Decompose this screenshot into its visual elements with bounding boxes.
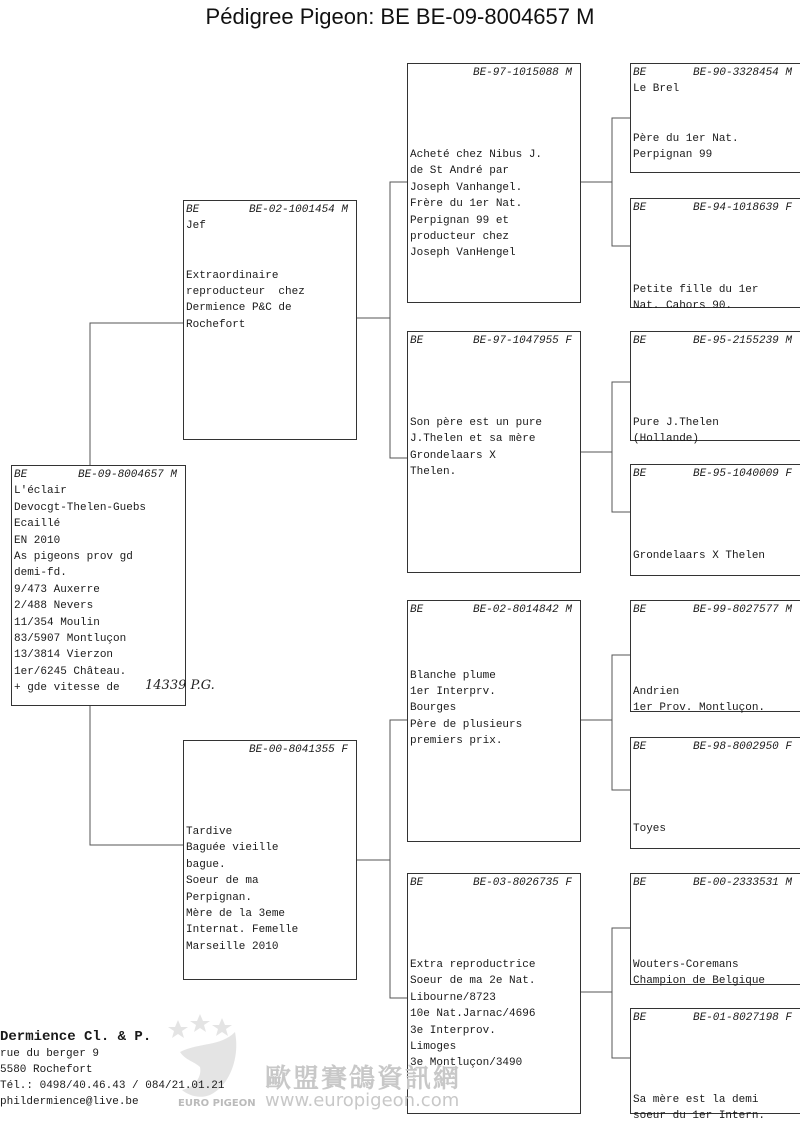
pigeon-card-sire — [183, 200, 357, 440]
pigeon-card-ssd — [630, 198, 800, 313]
ring-number: BE-09-8004657 M — [77, 469, 177, 481]
country-prefix: BE — [633, 1012, 647, 1024]
pigeon-card-ss — [407, 63, 581, 303]
country-prefix: BE — [633, 877, 647, 889]
pigeon-card-subject — [11, 465, 186, 706]
country-prefix: BE — [186, 204, 200, 216]
watermark-url: www.europigeon.com — [265, 1090, 460, 1111]
pigeon-notes: Le Brel Père du 1er Nat. Perpignan 99 — [633, 83, 739, 162]
pigeon-notes: Blanche plume 1er Interprv. Bourges Père de plusieurs premiers prix. — [410, 669, 523, 748]
breeder-phone: Tél.: 0498/40.46.43 / 084/21.01.21 — [0, 1080, 225, 1092]
ring-number: BE-94-1018639 F — [692, 202, 792, 214]
country-prefix: BE — [410, 604, 424, 616]
pigeon-card-dsd — [630, 737, 800, 849]
country-prefix: BE — [410, 877, 424, 889]
pigeon-card-sdd — [630, 464, 800, 576]
ring-number: BE-97-1015088 M — [472, 67, 572, 79]
ring-number: BE-00-8041355 F — [248, 744, 348, 756]
pigeon-notes: Grondelaars X Thelen — [633, 550, 766, 563]
pigeon-card-sss — [630, 63, 800, 173]
pigeon-card-sds — [630, 331, 800, 446]
breeder-info — [0, 1028, 224, 1110]
pigeon-notes: Tardive Baguée vieille bague. Soeur de ma Perpignan. Mère de la 3eme Internat. Femelle Marseille 2010 — [186, 826, 299, 953]
country-prefix: BE — [633, 202, 647, 214]
pigeon-card-dam — [183, 740, 357, 980]
pigeon-notes: Petite fille du 1er Nat. Cahors 90. — [633, 284, 759, 313]
ring-number: BE-02-8014842 M — [472, 604, 572, 616]
handwritten-note: 14339 P.G. — [145, 678, 215, 693]
pigeon-notes: L'éclair Devocgt-Thelen-Guebs Ecaillé EN 2010 As pigeons prov gd demi-fd. 9/473 Auxerre 2/488 Nevers 11/354 Moulin 83/5907 Montluçon 13/3814 Vierzon 1er/6245 Château. + gde vitesse de — [14, 485, 147, 695]
country-prefix: BE — [410, 335, 424, 347]
ring-number: BE-02-1001454 M — [248, 204, 348, 216]
ring-number: BE-95-1040009 F — [692, 468, 792, 480]
pigeon-notes: Acheté chez Nibus J. de St André par Joseph Vanhangel. Frère du 1er Nat. Perpignan 99 et producteur chez Joseph VanHengel — [410, 149, 543, 260]
pigeon-card-sd — [407, 331, 581, 573]
pigeon-notes: Sa mère est la demi soeur du 1er Intern. — [633, 1094, 766, 1123]
pigeon-card-ddd — [630, 1008, 800, 1123]
ring-number: BE-98-8002950 F — [692, 741, 792, 753]
ring-number: BE-00-2333531 M — [692, 877, 792, 889]
pigeon-card-dds — [630, 873, 800, 988]
ring-number: BE-99-8027577 M — [692, 604, 792, 616]
breeder-email: phildermience@live.be — [0, 1096, 139, 1108]
ring-number: BE-97-1047955 F — [472, 335, 572, 347]
pigeon-notes: Andrien 1er Prov. Montluçon. — [633, 686, 766, 715]
pigeon-card-dss — [630, 600, 800, 715]
country-prefix: BE — [633, 604, 647, 616]
country-prefix: BE — [633, 335, 647, 347]
watermark-chinese: 歐盟賽鴿資訊網 — [265, 1064, 462, 1094]
country-prefix: BE — [633, 468, 647, 480]
breeder-city: 5580 Rochefort — [0, 1064, 93, 1076]
ring-number: BE-03-8026735 F — [472, 877, 572, 889]
ring-number: BE-90-3328454 M — [692, 67, 792, 79]
country-prefix: BE — [633, 67, 647, 79]
page-title: Pédigree Pigeon: BE BE-09-8004657 M — [205, 4, 595, 29]
pigeon-notes: Jef Extraordinaire reproducteur chez Dermience P&C de Rochefort — [186, 220, 305, 331]
pigeon-card-ds — [407, 600, 581, 842]
pigeon-notes: Son père est un pure J.Thelen et sa mère Grondelaars X Thelen. — [410, 417, 543, 479]
breeder-name: Dermience Cl. & P. — [0, 1029, 152, 1045]
breeder-street: rue du berger 9 — [0, 1048, 100, 1060]
pigeon-notes: Wouters-Coremans Champion de Belgique — [633, 959, 766, 988]
ring-number: BE-01-8027198 F — [692, 1012, 792, 1024]
country-prefix: BE — [633, 741, 647, 753]
pigeon-notes: Toyes — [633, 823, 667, 836]
watermark-label: EURO PIGEON — [178, 1098, 256, 1109]
ring-number: BE-95-2155239 M — [692, 335, 792, 347]
country-prefix: BE — [14, 469, 28, 481]
pigeon-notes: Extra reproductrice Soeur de ma 2e Nat. Libourne/8723 10e Nat.Jarnac/4696 3e Interprov. Limoges 3e Montluçon/3490 — [410, 959, 536, 1070]
pigeon-notes: Pure J.Thelen (Hollande) — [633, 417, 719, 446]
